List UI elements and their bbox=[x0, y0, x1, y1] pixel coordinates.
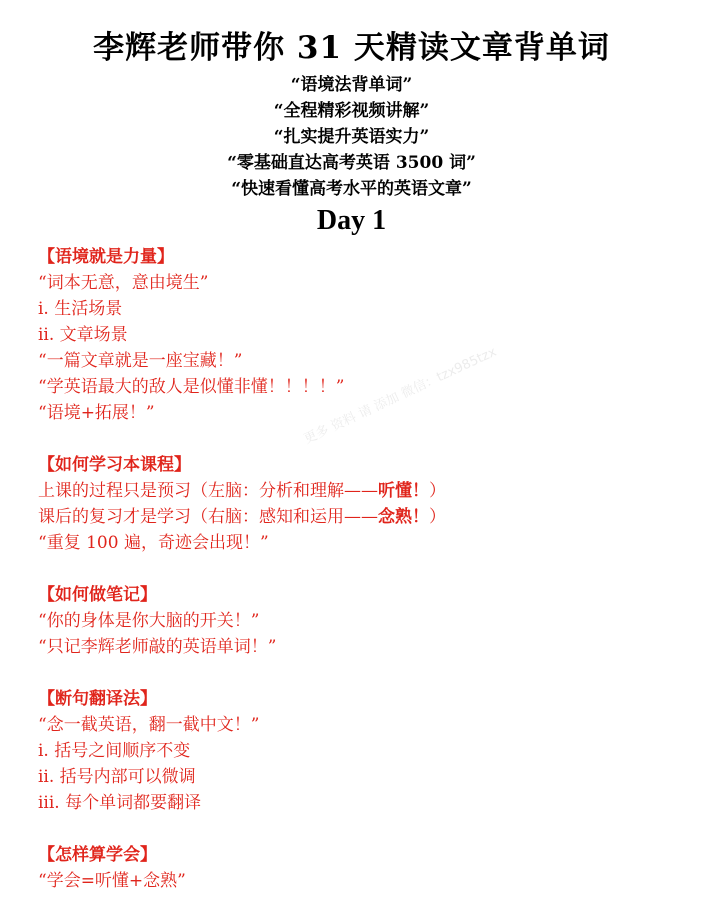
section-line: “你的身体是你大脑的开关！” bbox=[38, 611, 260, 631]
content-body bbox=[38, 244, 678, 920]
section-line: “重复 100 遍，奇迹会出现！” bbox=[38, 533, 269, 553]
line-text: 课后的复习才是学习（右脑：感知和运用—— bbox=[38, 507, 378, 527]
document-title: 李辉老师带你 31 天精读文章背单词 bbox=[93, 30, 610, 66]
subtitle-line: “零基础直达高考英语 3500 词” bbox=[227, 153, 476, 173]
section-line: “学会=听懂+念熟” bbox=[38, 871, 186, 891]
day-heading: Day 1 bbox=[316, 205, 387, 236]
line-emphasis: 听懂！ bbox=[378, 481, 429, 501]
section-line: “词本无意，意由境生” bbox=[38, 273, 209, 293]
section-line: “只记李辉老师敲的英语单词！” bbox=[38, 637, 277, 657]
section-heading: 【语境就是力量】 bbox=[38, 247, 174, 267]
section-line: “念一截英语，翻一截中文！” bbox=[38, 715, 260, 735]
section-line bbox=[38, 504, 678, 530]
line-text: ） bbox=[429, 481, 446, 501]
subtitle-line: “语境法背单词” bbox=[290, 75, 413, 95]
section-how-to-study bbox=[38, 452, 678, 556]
section-note-taking bbox=[38, 582, 678, 660]
section-line: “语境+拓展！” bbox=[38, 403, 155, 423]
line-text: ） bbox=[429, 507, 446, 527]
section-line: “学英语最大的敌人是似懂非懂！！！！” bbox=[38, 377, 345, 397]
section-translation-method bbox=[38, 686, 678, 816]
subtitle-line: “快速看懂高考水平的英语文章” bbox=[231, 179, 472, 199]
line-text: 上课的过程只是预习（左脑：分析和理解—— bbox=[38, 481, 378, 501]
section-line: i. 生活场景 bbox=[38, 299, 123, 319]
section-heading: 【断句翻译法】 bbox=[38, 689, 157, 709]
subtitle-line: “全程精彩视频讲解” bbox=[273, 101, 430, 121]
line-emphasis: 念熟！ bbox=[378, 507, 429, 527]
subtitle-list bbox=[0, 72, 703, 202]
section-line: iii. 每个单词都要翻译 bbox=[38, 793, 202, 813]
section-line: ii. 文章场景 bbox=[38, 325, 128, 345]
subtitle-line: “扎实提升英语实力” bbox=[273, 127, 430, 147]
section-heading: 【怎样算学会】 bbox=[38, 845, 157, 865]
section-heading: 【如何做笔记】 bbox=[38, 585, 157, 605]
section-line: ii. 括号内部可以微调 bbox=[38, 767, 196, 787]
section-line: i. 括号之间顺序不变 bbox=[38, 741, 191, 761]
section-line: “一篇文章就是一座宝藏！” bbox=[38, 351, 243, 371]
watermark-text: 更多 资料 请 添加 微信：tzx985tzx bbox=[301, 344, 499, 448]
section-mastery-criteria bbox=[38, 842, 678, 894]
section-context-power bbox=[38, 244, 678, 426]
section-line bbox=[38, 478, 678, 504]
section-heading: 【如何学习本课程】 bbox=[38, 455, 191, 475]
